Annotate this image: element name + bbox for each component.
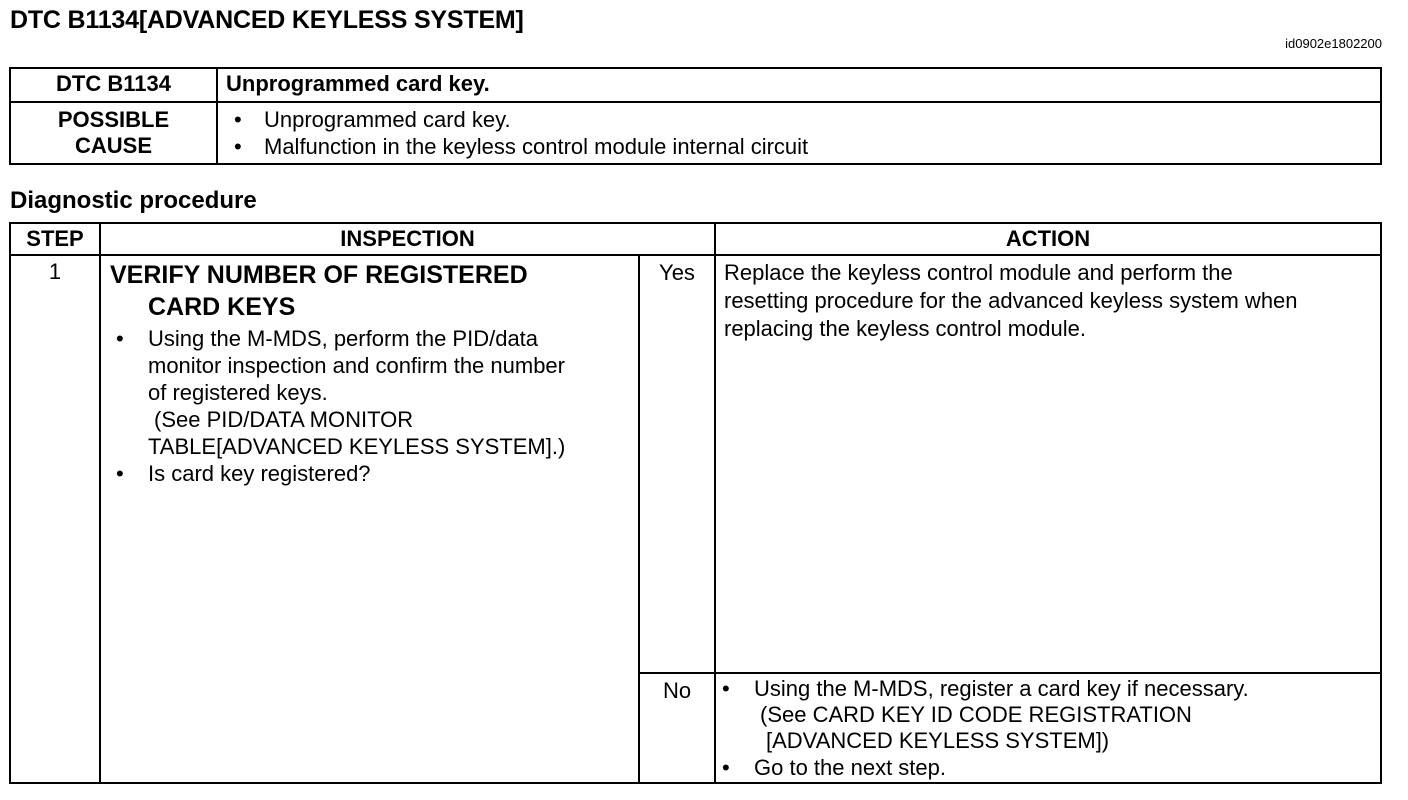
bullet-icon: • [722, 676, 730, 701]
inspection-cell [100, 255, 639, 783]
inspection-reference-link[interactable]: TABLE[ADVANCED KEYLESS SYSTEM].) [148, 434, 566, 459]
bullet-icon: • [234, 107, 242, 132]
no-label: No [639, 673, 715, 783]
inspection-heading-line2: CARD KEYS [148, 293, 296, 321]
yes-action-line: replacing the keyless control module. [724, 316, 1086, 341]
step-column-header: STEP [10, 223, 100, 255]
possible-cause-list [217, 102, 1381, 164]
no-action-text: Go to the next step. [754, 755, 947, 780]
step-number: 1 [10, 255, 100, 783]
dtc-summary-table [9, 67, 1382, 165]
bullet-icon: • [234, 134, 242, 159]
inspection-item [110, 460, 638, 487]
diagnostic-procedure-heading: Diagnostic procedure [10, 187, 257, 214]
dtc-code-row [10, 68, 1381, 102]
inspection-body [110, 325, 638, 487]
possible-cause-label-line2: CAUSE [74, 133, 152, 158]
bullet-icon: • [722, 755, 730, 780]
possible-cause-row [10, 102, 1381, 164]
inspection-question: Is card key registered? [148, 461, 371, 486]
bullet-icon: • [116, 326, 124, 351]
no-action-item [722, 754, 1380, 781]
step-1-yes-row [10, 255, 1381, 673]
cause-item [234, 106, 1380, 133]
inspection-column-header: INSPECTION [100, 223, 715, 255]
no-action-reference-link[interactable]: [ADVANCED KEYLESS SYSTEM]) [766, 728, 1110, 753]
diagnostic-procedure-table [9, 222, 1382, 784]
cause-item-text: Malfunction in the keyless control module internal circuit [264, 134, 809, 159]
possible-cause-label [10, 102, 217, 164]
bullet-icon: • [116, 461, 124, 486]
inspection-item-continued: of registered keys. [148, 380, 328, 405]
no-action-cell [715, 673, 1381, 783]
yes-action-line: resetting procedure for the advanced keyless system when [724, 288, 1298, 313]
yes-action-line: Replace the keyless control module and perform the [724, 260, 1233, 285]
yes-label: Yes [639, 255, 715, 673]
page-title: DTC B1134[ADVANCED KEYLESS SYSTEM] [10, 6, 524, 34]
cause-item [234, 133, 1380, 160]
dtc-code-description: Unprogrammed card key. [217, 68, 1381, 102]
inspection-item [110, 325, 638, 352]
no-action-reference-link[interactable]: (See CARD KEY ID CODE REGISTRATION [760, 702, 1192, 727]
action-column-header: ACTION [715, 223, 1381, 255]
possible-cause-label-line1: POSSIBLE [57, 107, 170, 132]
inspection-item-text: Using the M-MDS, perform the PID/data [148, 326, 539, 351]
yes-action-cell [715, 255, 1381, 673]
diagnostic-header-row [10, 223, 1381, 255]
no-action-item [722, 675, 1380, 702]
document-id: id0902e1802200 [1285, 36, 1382, 51]
cause-item-text: Unprogrammed card key. [264, 107, 511, 132]
inspection-heading-line1: VERIFY NUMBER OF REGISTERED [110, 261, 528, 289]
dtc-code-label: DTC B1134 [10, 68, 217, 102]
inspection-reference-link[interactable]: (See PID/DATA MONITOR [154, 407, 414, 432]
inspection-item-continued: monitor inspection and confirm the number [148, 353, 565, 378]
no-action-text: Using the M-MDS, register a card key if necessary. [754, 676, 1249, 701]
